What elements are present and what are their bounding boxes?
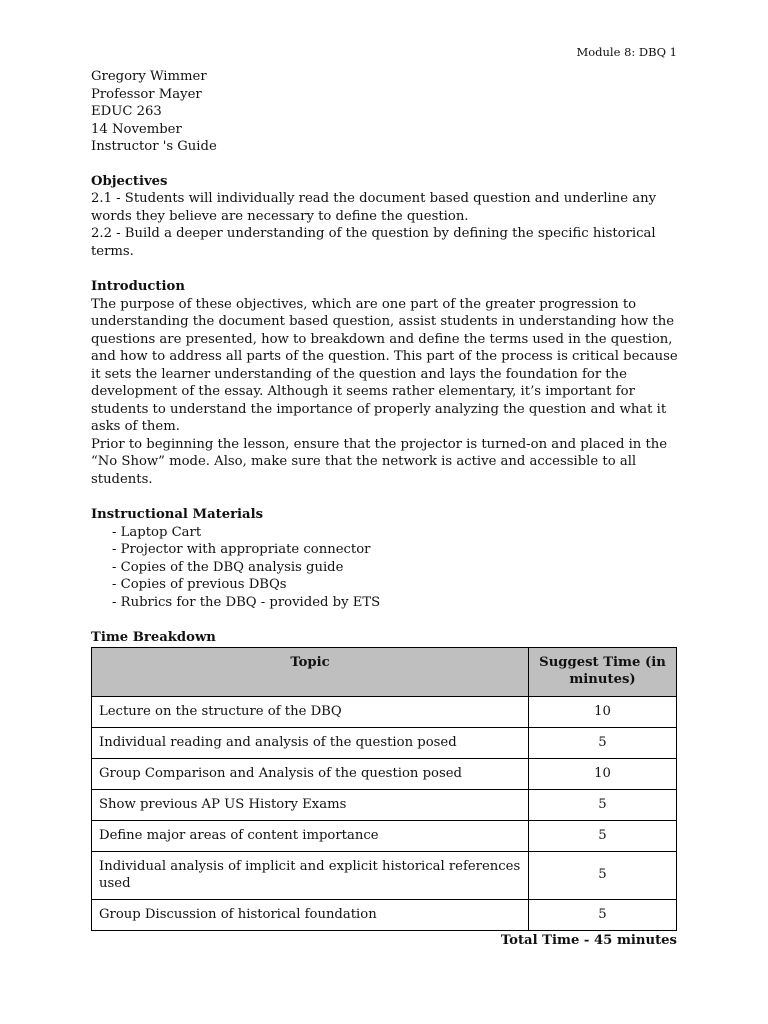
- time-cell: 10: [529, 758, 677, 789]
- time-breakdown-heading: Time Breakdown: [91, 630, 216, 645]
- table-row: [92, 758, 677, 789]
- objectives-list: [91, 190, 681, 260]
- introduction-paragraph: The purpose of these objectives, which are one part of the greater progression to understanding the document based question, assist students in understanding how the questions are presented, how to breakdown and define the terms used in the question, and how to address all parts of the question. This part of the process is critical because it sets the learner understanding of the question and lays the foundation for the development of the essay. Although it seems rather elementary, it’s important for students to understand the importance of properly analyzing the question and what it asks of them.: [91, 296, 678, 434]
- introduction-heading: Introduction: [91, 279, 185, 294]
- list-item: - Projector with appropriate connector: [112, 541, 681, 559]
- document-type: Instructor 's Guide: [91, 139, 217, 154]
- table-row: [92, 789, 677, 820]
- table-row: [92, 820, 677, 851]
- document-body: [91, 68, 681, 949]
- list-item: - Laptop Cart: [112, 524, 681, 542]
- table-row: [92, 727, 677, 758]
- table-row: [92, 696, 677, 727]
- topic-cell: Lecture on the structure of the DBQ: [92, 696, 529, 727]
- author-block: [91, 68, 681, 156]
- total-time: Total Time - 45 minutes: [500, 932, 677, 948]
- time-cell: 5: [529, 789, 677, 820]
- topic-cell: Group Comparison and Analysis of the question posed: [92, 758, 529, 789]
- time-cell: 10: [529, 696, 677, 727]
- list-item: - Rubrics for the DBQ - provided by ETS: [112, 594, 681, 612]
- introduction-body: [91, 296, 681, 489]
- topic-cell: Individual analysis of implicit and explicit historical references used: [92, 851, 529, 899]
- objectives-heading: Objectives: [91, 173, 168, 189]
- author-name: Gregory Wimmer: [91, 69, 207, 84]
- materials-heading: Instructional Materials: [91, 507, 264, 522]
- table-row: [92, 899, 677, 930]
- time-column-header: Suggest Time (in minutes): [529, 647, 677, 696]
- topic-column-header: Topic: [92, 647, 529, 696]
- time-cell: 5: [529, 727, 677, 758]
- table-row: [92, 851, 677, 899]
- topic-cell: Group Discussion of historical foundation: [92, 899, 529, 930]
- objective-item: 2.1 - Students will individually read the document based question and underline any words they believe are necessary to define the question.: [91, 191, 657, 224]
- professor-name: Professor Mayer: [91, 86, 202, 102]
- running-head: Module 8: DBQ 1: [576, 45, 677, 59]
- time-cell: 5: [529, 851, 677, 899]
- course-code: EDUC 263: [91, 104, 162, 119]
- time-cell: 5: [529, 820, 677, 851]
- materials-list: [91, 524, 681, 612]
- topic-cell: Individual reading and analysis of the question posed: [92, 727, 529, 758]
- list-item: - Copies of previous DBQs: [112, 576, 681, 594]
- time-breakdown-table: [91, 647, 677, 931]
- objective-item: 2.2 - Build a deeper understanding of the question by defining the specific historical terms.: [91, 226, 656, 259]
- list-item: - Copies of the DBQ analysis guide: [112, 559, 681, 577]
- introduction-paragraph: Prior to beginning the lesson, ensure that the projector is turned-on and placed in the “No Show” mode. Also, make sure that the network is active and accessible to all students.: [91, 436, 668, 487]
- topic-cell: Show previous AP US History Exams: [92, 789, 529, 820]
- table-header-row: [92, 647, 677, 696]
- time-cell: 5: [529, 899, 677, 930]
- document-date: 14 November: [91, 121, 182, 137]
- topic-cell: Define major areas of content importance: [92, 820, 529, 851]
